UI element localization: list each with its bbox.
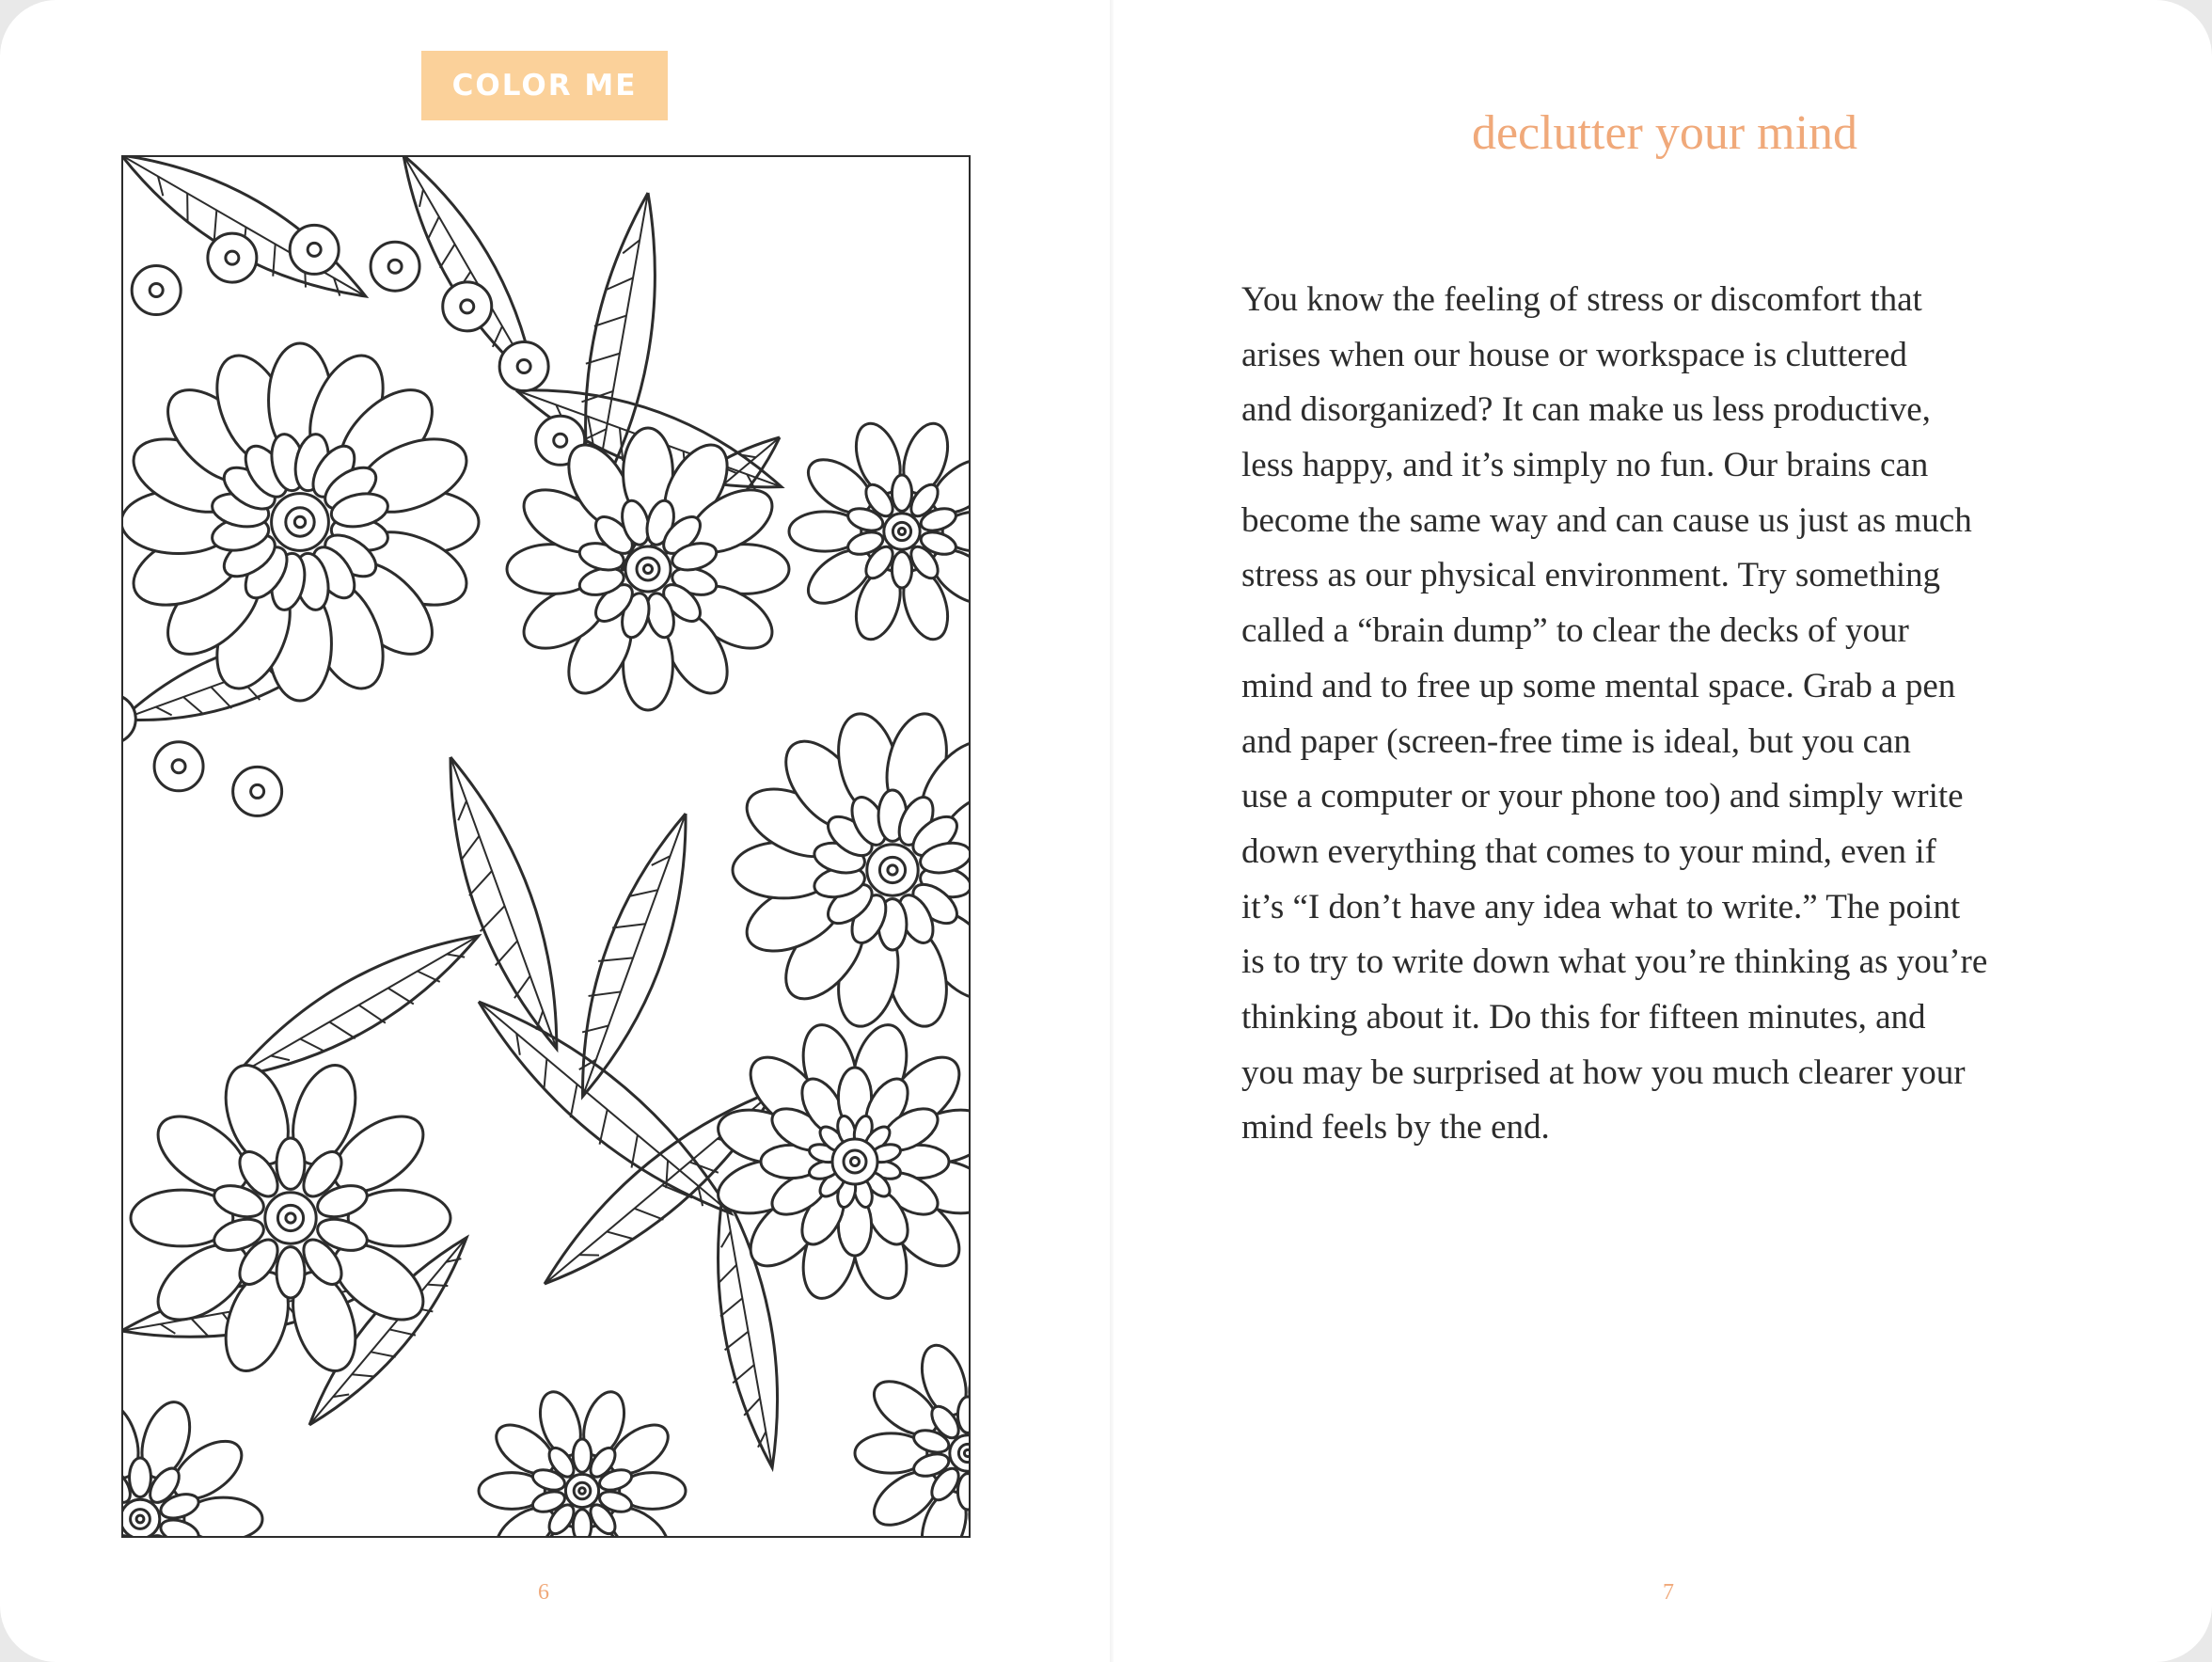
leaf-stripe xyxy=(352,1374,373,1376)
leaf-stripe xyxy=(607,1231,632,1238)
petal xyxy=(276,1247,305,1298)
body-line: stress as our physical environment. Try something xyxy=(1241,556,1941,595)
body-line: less happy, and it’s simply no fun. Our brains can xyxy=(1241,446,1929,485)
leaf-stripe xyxy=(588,417,592,444)
leaf-stripe xyxy=(600,1110,608,1145)
flower-center xyxy=(950,1435,971,1471)
leaf-stripe xyxy=(744,1399,760,1416)
leaf-stripe xyxy=(571,1084,577,1117)
page-number-left: 6 xyxy=(538,1580,549,1605)
petal xyxy=(957,1474,971,1510)
leaf-stripe xyxy=(419,189,423,206)
flower-center xyxy=(565,1474,598,1507)
floral-mandala-drawing xyxy=(121,155,971,1538)
body-line: mind feels by the end. xyxy=(1241,1108,1550,1148)
leaf-stripe xyxy=(630,890,657,895)
flower-center xyxy=(884,514,920,549)
coloring-illustration xyxy=(121,155,971,1538)
leaf-stripe xyxy=(329,1022,355,1039)
petal xyxy=(573,1510,591,1538)
flower-center xyxy=(867,845,918,895)
body-line: down everything that comes to your mind, even if xyxy=(1241,831,1936,871)
flower-center xyxy=(272,494,329,551)
leaf-stripe xyxy=(191,1319,207,1336)
petal xyxy=(276,1138,305,1189)
scallop xyxy=(371,242,419,291)
petal xyxy=(130,1458,151,1497)
leaf-stripe xyxy=(388,989,414,1005)
leaf-stripe xyxy=(469,871,492,895)
leaf-stripe xyxy=(496,941,517,965)
leaf-stripe xyxy=(371,1352,396,1356)
body-line: and disorganized? It can make us less productive, xyxy=(1241,390,1931,430)
body-line: it’s “I don’t have any idea what to write.” The point xyxy=(1241,887,1961,926)
leaf-stripe xyxy=(271,1056,290,1061)
page-number-right: 7 xyxy=(1663,1580,1674,1605)
scallop xyxy=(443,282,492,331)
flower-center xyxy=(625,546,671,592)
leaf-stripe xyxy=(733,1365,754,1383)
leaf-stripe xyxy=(545,1059,547,1088)
body-line: You know the feeling of stress or discomfort that xyxy=(1241,280,1922,319)
leaf-stripe xyxy=(440,245,455,268)
leaf-stripe xyxy=(300,1039,324,1052)
petal xyxy=(892,475,911,511)
body-line: you may be surprised at how you much clearer your xyxy=(1241,1053,1966,1092)
body-text xyxy=(1241,273,1987,1156)
leaf-stripe xyxy=(429,216,439,238)
scallop xyxy=(499,341,548,390)
scallop xyxy=(121,694,135,743)
scallop xyxy=(132,266,181,315)
leaf-stripe xyxy=(156,707,172,716)
body-line: mind and to free up some mental space. Grab a pen xyxy=(1241,666,1956,705)
scallop xyxy=(233,767,282,815)
color-me-badge: COLOR ME xyxy=(421,51,668,120)
leaf-stripe xyxy=(493,326,502,347)
leaf-stripe xyxy=(359,1005,386,1023)
scallop xyxy=(290,225,339,274)
body-line: thinking about it. Do this for fifteen minutes, and xyxy=(1241,997,1926,1037)
petal xyxy=(957,1397,971,1432)
leaf-stripe xyxy=(160,1324,175,1334)
leaf-stripe xyxy=(720,1298,742,1316)
page-title: declutter your mind xyxy=(1471,106,1858,160)
body-line: use a computer or your phone too) and simply write xyxy=(1241,777,1964,816)
flower-center xyxy=(265,1193,316,1243)
leaf-vein xyxy=(234,936,479,1077)
flower-center xyxy=(832,1139,877,1184)
flower-center xyxy=(121,1499,160,1538)
leaf-stripe xyxy=(418,972,440,982)
body-line: and paper (screen-free time is ideal, but you can xyxy=(1241,721,1911,761)
leaf-stripe xyxy=(607,277,633,289)
leaf-stripe xyxy=(725,1332,749,1351)
leaf-stripe xyxy=(721,1231,731,1247)
leaf-stripe xyxy=(514,976,530,999)
leaf-stripe xyxy=(662,1185,692,1197)
leaf-stripe xyxy=(719,1265,736,1282)
leaf-stripe xyxy=(458,801,466,821)
petal xyxy=(573,1439,591,1472)
petal xyxy=(892,552,911,588)
body-line: become the same way and can cause us just as much xyxy=(1241,500,1972,540)
leaf-stripe xyxy=(183,697,202,713)
leaf-stripe xyxy=(389,1329,416,1335)
leaf-stripe xyxy=(211,687,231,708)
body-line: is to try to write down what you’re thinking as you’re xyxy=(1241,942,1988,982)
scallop xyxy=(154,742,203,791)
scallop xyxy=(208,233,257,282)
book-gutter xyxy=(1110,0,1114,1662)
body-line: called a “brain dump” to clear the decks of your xyxy=(1241,611,1909,651)
leaf-stripe xyxy=(462,836,479,859)
leaf-stripe xyxy=(481,906,505,931)
body-line: arises when our house or workspace is cluttered xyxy=(1241,335,1907,374)
leaf-stripe xyxy=(635,1209,664,1220)
